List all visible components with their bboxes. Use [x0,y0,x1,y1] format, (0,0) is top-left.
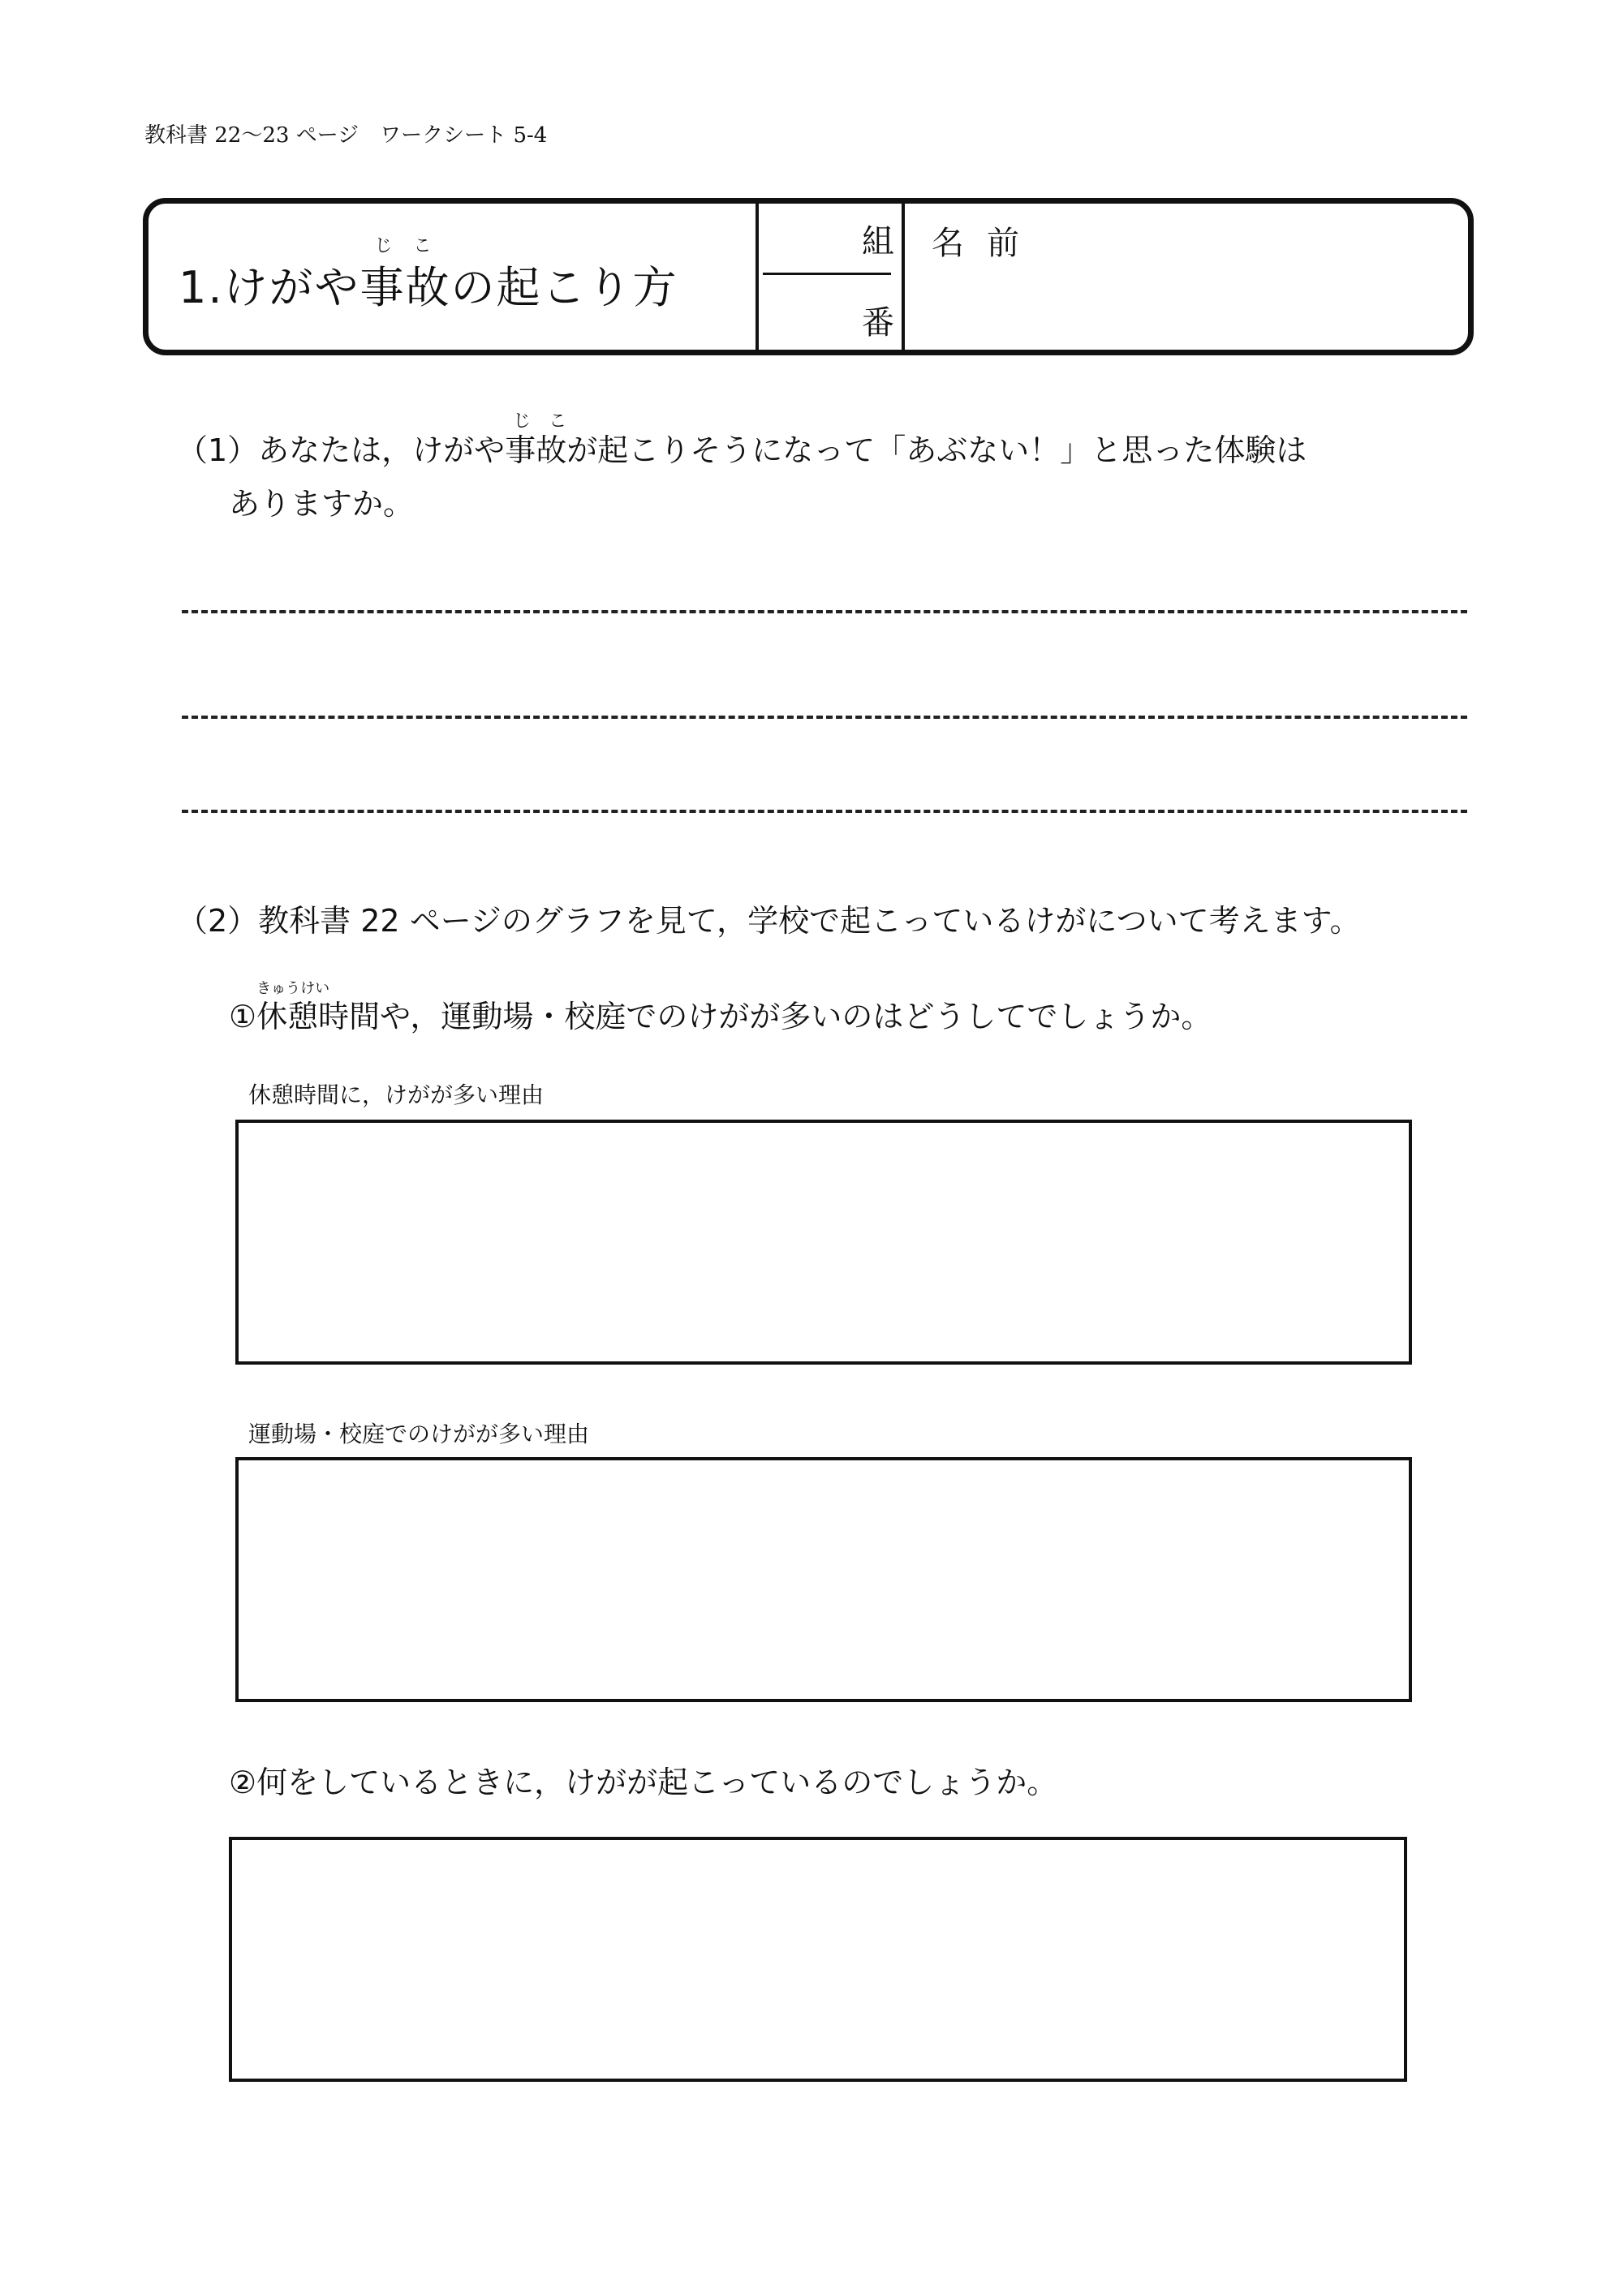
sub1-kanji: 休憩 [256,999,319,1034]
question1-line1-pre: （1）あなたは，けがや [177,432,506,468]
kumi-ban-separator [763,273,891,275]
title-ruby: じ こ [374,236,433,256]
worksheet-header: 教科書 22～23 ページ ワークシート 5-4 [144,123,548,148]
name-label: 名前 [932,225,1042,262]
sub1-mark: ① [229,999,257,1034]
title-text-post: の起こり方 [450,262,678,313]
question1-line1-post: が起こりそうになって「あぶない！」と思った体験は [566,432,1307,468]
title-divider [756,204,759,350]
title-number: 1. [179,262,224,313]
answer-box-activity[interactable] [229,1837,1407,2082]
title-text-kanji: 事故 [359,262,451,313]
question2-sub1 [229,980,1212,1036]
question1-line1-kanji: 事故 [505,432,567,468]
sub1-label-b: 運動場・校庭でのけがが多い理由 [248,1421,590,1447]
kumi-label: 組 [862,223,894,260]
answer-line-1[interactable] [182,610,1467,613]
answer-box-rest-time[interactable] [235,1120,1412,1365]
answer-line-2[interactable] [182,716,1467,719]
answer-box-playground[interactable] [235,1457,1412,1702]
kumi-divider [902,204,905,350]
title-text-pre: けがや [223,262,360,313]
sub1-rest: 時間や，運動場・校庭でのけがが多いのはどうしてでしょうか。 [318,999,1212,1034]
sub1-label-a: 休憩時間に，けがが多い理由 [248,1081,545,1108]
sub1-ruby: きゅうけい [256,980,330,997]
page-title [179,236,678,316]
ban-label: 番 [862,304,894,342]
question1-ruby: じ こ [513,411,567,432]
question2-sub2: ②何をしているときに，けがが起こっているのでしょうか。 [229,1765,1058,1800]
question1-line2: ありますか。 [229,486,415,522]
answer-line-3[interactable] [182,810,1467,813]
question1-line1 [177,411,1307,470]
question2-text: （2）教科書 22 ページのグラフを見て，学校で起こっているけがについて考えます。 [177,903,1361,939]
